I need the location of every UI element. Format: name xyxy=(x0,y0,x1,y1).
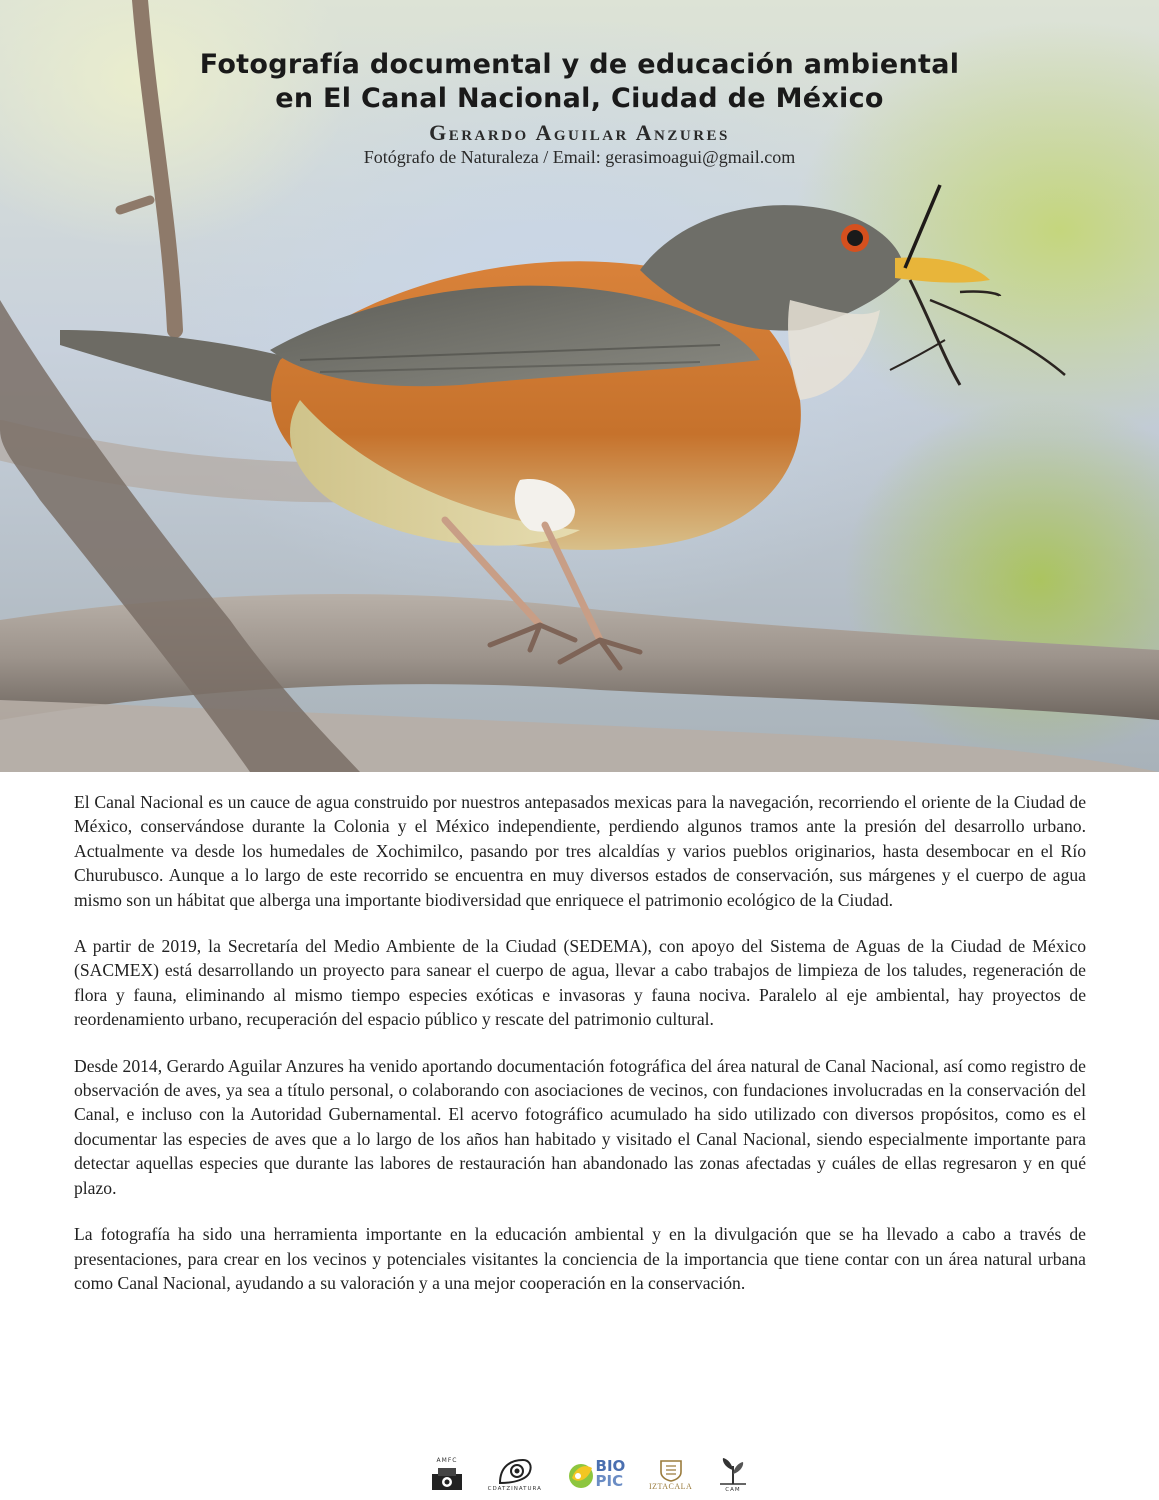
nesting-twig xyxy=(910,280,960,385)
university-crest-icon xyxy=(658,1458,684,1482)
page-title xyxy=(0,48,1159,116)
title-line-2: en El Canal Nacional, Ciudad de México xyxy=(275,83,884,114)
amfc-label: AMFC xyxy=(436,1456,458,1464)
iztacala-label: IZTACALA xyxy=(648,1481,693,1491)
sponsor-logos xyxy=(430,1452,750,1496)
plant-sprout-icon xyxy=(716,1456,750,1486)
bird-throat xyxy=(788,300,880,400)
cam-logo xyxy=(716,1454,750,1494)
biopic-leaf-icon xyxy=(566,1458,596,1490)
paragraph: El Canal Nacional es un cauce de agua construido por nuestros antepasados mexicas para la navegación, recorriendo el oriente de la Ciudad de México, conservándose durante la Colonia y el México independiente, perdiendo algunos tramos ante la presión del desarrollo urbano. Actualmente va desde los humedales de Xochimilco, pasando por tres alcaldías y varios pueblos originarios, hasta desembocar en el Río Churubusco. Aunque a lo largo de este recorrido se encuentra en muy diversos estados de conservación, sus márgenes y el cuerpo de agua mismo son un hábitat que alberga una importante biodiversidad que enriquece el patrimonio ecológico de la Ciudad. xyxy=(74,792,1086,910)
article-body xyxy=(74,790,1086,1317)
paragraph: A partir de 2019, la Secretaría del Medio Ambiente de la Ciudad (SEDEMA), con apoyo del Sistema de Aguas de la Ciudad de México (SACMEX) está desarrollando un proyecto para sanear el cuerpo de agua, llevar a cabo trabajos de limpieza de los taludes, regeneración de flora y fauna, eliminando al mismo tiempo especies exóticas e invasoras y fauna nociva. Paralelo al eje ambiental, hay proyectos de reordenamiento urbano, recuperación del espacio público y rescate del patrimonio cultural. xyxy=(74,936,1086,1030)
nesting-twig xyxy=(960,292,1000,296)
cam-label: CAM xyxy=(725,1486,741,1493)
camera-leaf-icon xyxy=(495,1457,535,1485)
nesting-twig xyxy=(905,185,940,268)
paragraph: La fotografía ha sido una herramienta importante en la educación ambiental y en la divulgación que se ha llevado a cabo a través de presentaciones, para crear en los vecinos y potenciales visitantes la conciencia de la importancia que tiene contar con un área natural urbana como Canal Nacional, ayudando a su valoración y a una mejor cooperación en la conservación. xyxy=(74,1224,1086,1293)
biopic-logo xyxy=(566,1454,626,1494)
bird-eye xyxy=(847,230,863,246)
cdatzinatura-label: CDATZINATURA xyxy=(487,1485,542,1492)
pic-label: PIC xyxy=(595,1472,624,1490)
author-subtitle: Fotógrafo de Naturaleza / Email: gerasimoagui@gmail.com xyxy=(363,147,796,167)
amfc-emblem-icon xyxy=(430,1466,464,1492)
author-name: Gerardo Aguilar Anzures xyxy=(429,120,730,145)
iztacala-logo xyxy=(649,1454,692,1494)
paragraph: Desde 2014, Gerardo Aguilar Anzures ha venido aportando documentación fotográfica del área natural de Canal Nacional, así como registro de observación de aves, ya sea a título personal, o colaborando con asociaciones de vecinos, con fundaciones involucradas en la conservación del Canal, e incluso con la Autoridad Gubernamental. El acervo fotográfico acumulado ha sido utilizado con diversos propósitos, como es el documentar las especies de aves que a lo largo de los años han habitado y visitado el Canal Nacional, siendo especialmente importante para detectar aquellas especies que durante las labores de restauración han abandonado las zonas afectadas y cuáles de ellas regresaron y en qué plazo. xyxy=(74,1055,1086,1198)
amfc-logo xyxy=(430,1454,464,1494)
title-line-1: Fotografía documental y de educación ambiental xyxy=(199,49,960,80)
cdatzinatura-logo xyxy=(488,1454,542,1494)
bio-label: BIO xyxy=(595,1457,626,1475)
twig-stub xyxy=(120,200,150,210)
header-block xyxy=(0,48,1159,168)
foreground-branch xyxy=(0,700,1159,772)
nesting-twig xyxy=(890,340,945,370)
